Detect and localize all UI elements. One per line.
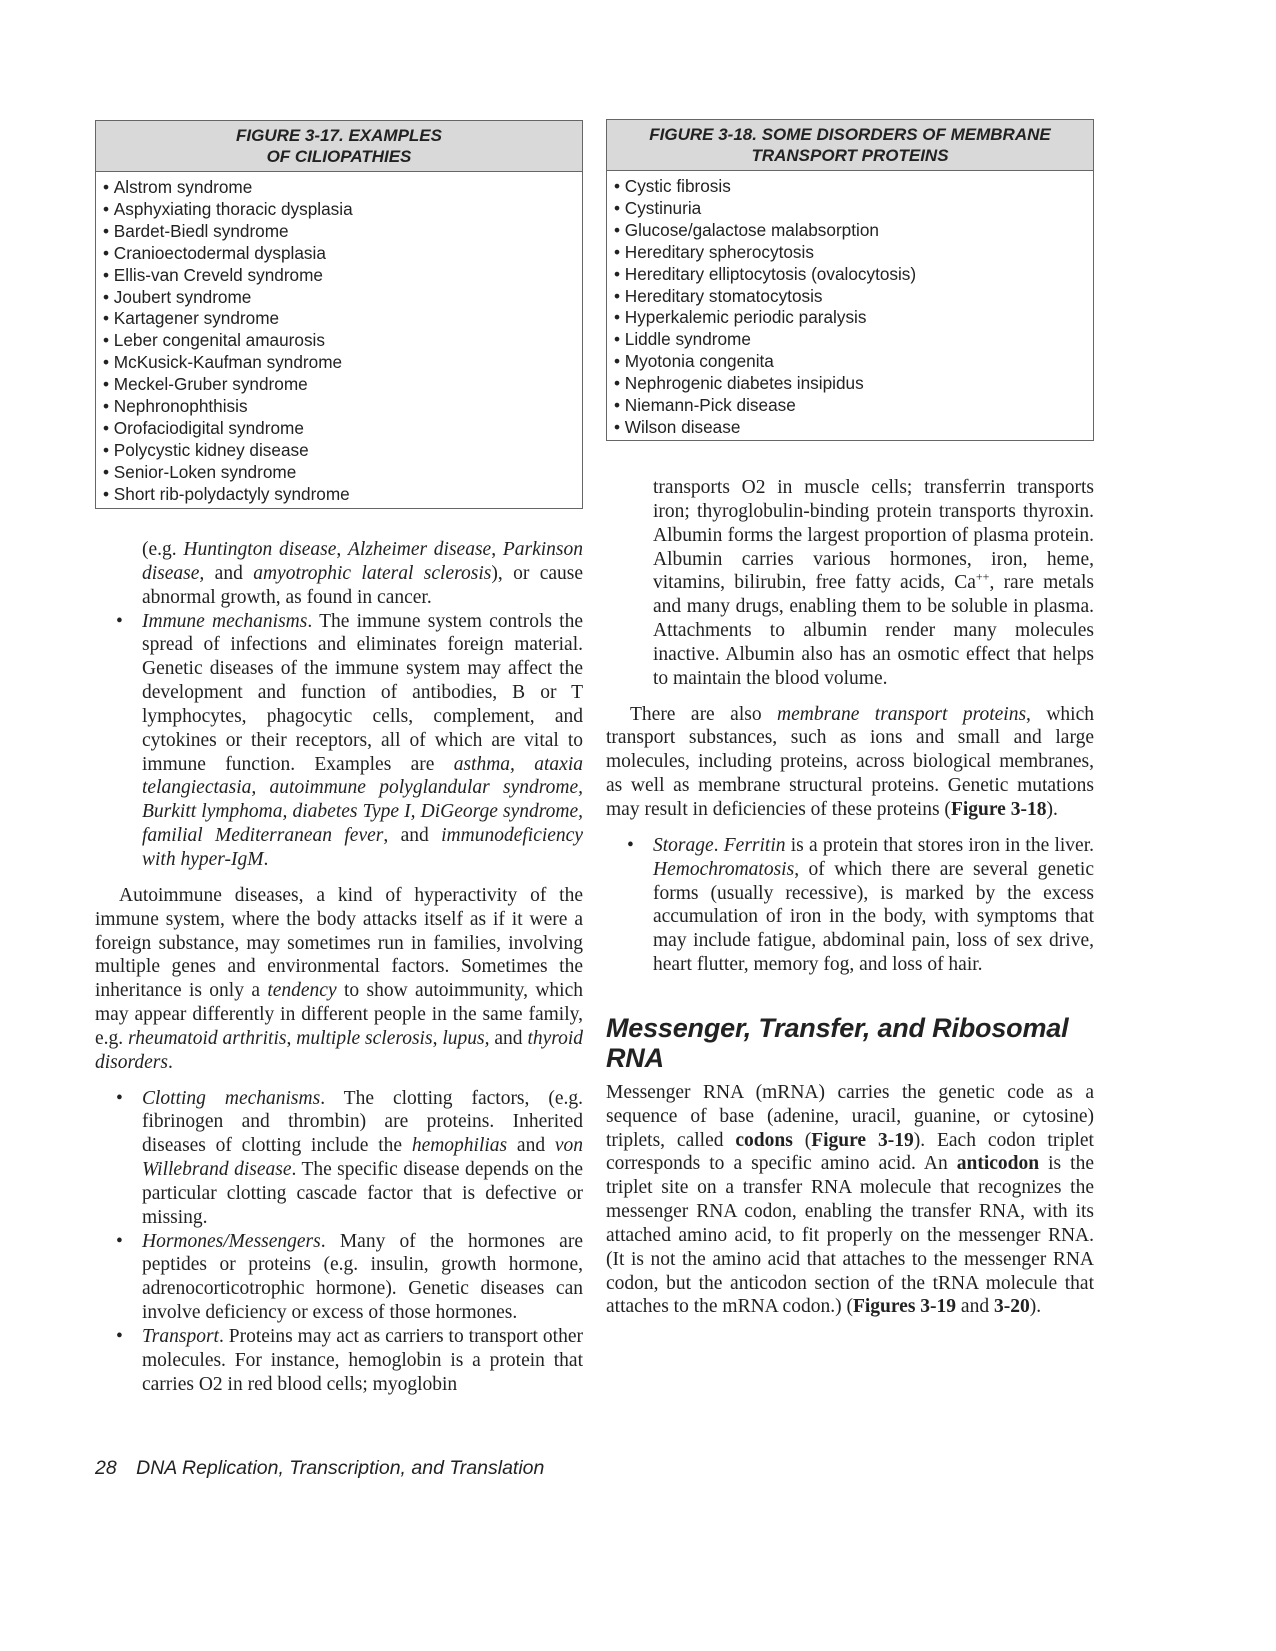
figure-reference: Figure 3-18 xyxy=(950,798,1047,820)
list-item: • Cystinuria xyxy=(614,198,1087,220)
bullet-icon: • xyxy=(627,834,634,856)
list-item: • Meckel-Gruber syndrome xyxy=(103,374,576,396)
bullet-storage: • Storage. Ferritin is a protein that stores iron in the liver. Hemochromatosis, of which there are several genetic forms (usually recessive), is marked by the excess accumulation of iron in the body, with symptoms that may include fatigue, abdominal pain, loss of sex drive, heart flutter, memory fog, and loss of hair. xyxy=(627,834,1094,976)
figure-title-line: FIGURE 3-18. SOME DISORDERS OF MEMBRANE xyxy=(649,125,1051,144)
list-item: • Hereditary stomatocytosis xyxy=(614,286,1087,308)
running-title: DNA Replication, Transcription, and Translation xyxy=(136,1457,545,1479)
figure-title-line: TRANSPORT PROTEINS xyxy=(751,146,949,165)
list-item: • Hyperkalemic periodic paralysis xyxy=(614,307,1087,329)
bullet-hormones-messengers: • Hormones/Messengers. Many of the hormones are peptides or proteins (e.g. insulin, growth hormone, adrenocorticotrophic hormone). Genetic diseases can involve deficiency or excess of those hormones. xyxy=(116,1230,583,1324)
transport-continuation-paragraph: transports O2 in muscle cells; transferrin transports iron; thyroglobulin-binding protein transports thyroxin. Albumin forms the largest proportion of plasma protein. Albumin carries various hormones, iron, heme, vitamins, bilirubin, free fatty acids, Ca++, rare metals and many drugs, enabling them to be soluble in plasma. Attachments to albumin render many molecules inactive. Albumin also has an osmotic effect that helps to maintain the blood volume. xyxy=(653,477,1095,689)
list-item: • Asphyxiating thoracic dysplasia xyxy=(103,199,576,221)
continuation-paragraph: (e.g. Huntington disease, Alzheimer disease, Parkinson disease, and amyotrophic lateral sclerosis), or cause abnormal growth, as found in cancer. xyxy=(142,539,584,608)
list-item: • Orofaciodigital syndrome xyxy=(103,418,576,440)
immune-bullet-list xyxy=(95,610,583,872)
protein-functions-bullet-list xyxy=(95,1087,583,1397)
figure-title-line: FIGURE 3-17. EXAMPLES xyxy=(236,126,442,145)
list-item: • McKusick-Kaufman syndrome xyxy=(103,352,576,374)
list-item: • Kartagener syndrome xyxy=(103,308,576,330)
list-item: • Cranioectodermal dysplasia xyxy=(103,243,576,265)
bullet-immune-mechanisms: • Immune mechanisms. The immune system controls the spread of infections and eliminates foreign material. Genetic diseases of the immune system may affect the development and function of antibodies, B or T lymphocytes, phagocytic cells, complement, and cytokines or their receptors, all of which are vital to immune function. Examples are asthma, ataxia telangiectasia, autoimmune polyglandular syndrome, Burkitt lymphoma, diabetes Type I, DiGeorge syndrome, familial Mediterranean fever, and immunodeficiency with hyper-IgM. xyxy=(116,610,584,870)
bullet-clotting-mechanisms: • Clotting mechanisms. The clotting factors, (e.g. fibrinogen and thrombin) are proteins. Inherited diseases of clotting include the hemophilias and von Willebrand disease. The specific disease depends on the particular clotting cascade factor that is defective or missing. xyxy=(116,1087,584,1228)
figure-3-17-box xyxy=(95,120,583,509)
membrane-transport-disorders-list xyxy=(607,171,1093,443)
list-item: • Joubert syndrome xyxy=(103,287,576,309)
page-number: 28 xyxy=(95,1457,117,1479)
list-item: • Polycystic kidney disease xyxy=(103,440,576,462)
figure-reference: 3-20 xyxy=(993,1296,1030,1318)
bullet-icon: • xyxy=(116,1087,123,1109)
list-item: • Myotonia congenita xyxy=(614,351,1087,373)
list-item: • Nephronophthisis xyxy=(103,396,576,418)
list-item: • Nephrogenic diabetes insipidus xyxy=(614,373,1087,395)
list-item: • Alstrom syndrome xyxy=(103,177,576,199)
list-item: • Glucose/galactose malabsorption xyxy=(614,220,1087,242)
bullet-icon: • xyxy=(116,1326,123,1347)
list-item: • Bardet-Biedl syndrome xyxy=(103,221,576,243)
left-column xyxy=(95,538,583,1397)
figure-reference: Figures 3-19 xyxy=(852,1296,957,1318)
bullet-icon: • xyxy=(116,610,123,632)
list-item: • Senior-Loken syndrome xyxy=(103,462,576,484)
list-item: • Wilson disease xyxy=(614,417,1087,439)
figure-reference: Figure 3-19 xyxy=(811,1129,914,1151)
bullet-icon: • xyxy=(116,1230,123,1252)
list-item: • Liddle syndrome xyxy=(614,329,1087,351)
list-item: • Hereditary spherocytosis xyxy=(614,242,1087,264)
ciliopathies-list xyxy=(96,172,582,510)
list-item: • Leber congenital amaurosis xyxy=(103,330,576,352)
bullet-transport: • Transport. Proteins may act as carriers to transport other molecules. For instance, hemoglobin is a protein that carries O2 in red blood cells; myoglobin xyxy=(116,1326,583,1395)
list-item: • Hereditary elliptocytosis (ovalocytosis) xyxy=(614,264,1087,286)
list-item: • Cystic fibrosis xyxy=(614,176,1087,198)
section-heading: Messenger, Transfer, and Ribosomal RNA xyxy=(606,1012,1069,1073)
right-column xyxy=(606,476,1094,1319)
figure-3-18-title xyxy=(607,120,1093,171)
storage-bullet-list xyxy=(606,834,1094,977)
list-item: • Niemann-Pick disease xyxy=(614,395,1087,417)
page-footer xyxy=(95,1457,544,1480)
autoimmune-paragraph: Autoimmune diseases, a kind of hyperactivity of the immune system, where the body attacks itself as if it were a foreign substance, may sometimes run in families, involving multiple genes and environmental factors. Sometimes the inheritance is only a tendency to show autoimmunity, which may appear differently in different people in the same family, e.g. rheumatoid arthritis, multiple sclerosis, lupus, and thyroid disorders. xyxy=(95,884,584,1073)
membrane-transport-paragraph: There are also membrane transport proteins, which transport substances, such as ions and small and large molecules, including proteins, across biological membranes, as well as membrane structural proteins. Genetic mutations may result in deficiencies of these proteins (Figure 3-18). xyxy=(606,703,1095,820)
mrna-paragraph: Messenger RNA (mRNA) carries the genetic code as a sequence of base (adenine, uracil, guanine, or cytosine) triplets, called codons (Figure 3-19). Each codon triplet corresponds to a specific amino acid. An anticodon is the triplet site on a transfer RNA molecule that recognizes the messenger RNA codon, enabling the transfer RNA, with its attached amino acid, to fit properly on the messenger RNA. (It is not the amino acid that attaches to the messenger RNA codon, but the anticodon section of the tRNA molecule that attaches to the mRNA codon.) (Figures 3-19 and 3-20). xyxy=(606,1081,1094,1318)
list-item: • Short rib-polydactyly syndrome xyxy=(103,484,576,506)
figure-title-line: OF CILIOPATHIES xyxy=(266,147,412,166)
figure-3-17-title xyxy=(96,121,582,172)
figure-3-18-box xyxy=(606,119,1094,441)
list-item: • Ellis-van Creveld syndrome xyxy=(103,265,576,287)
